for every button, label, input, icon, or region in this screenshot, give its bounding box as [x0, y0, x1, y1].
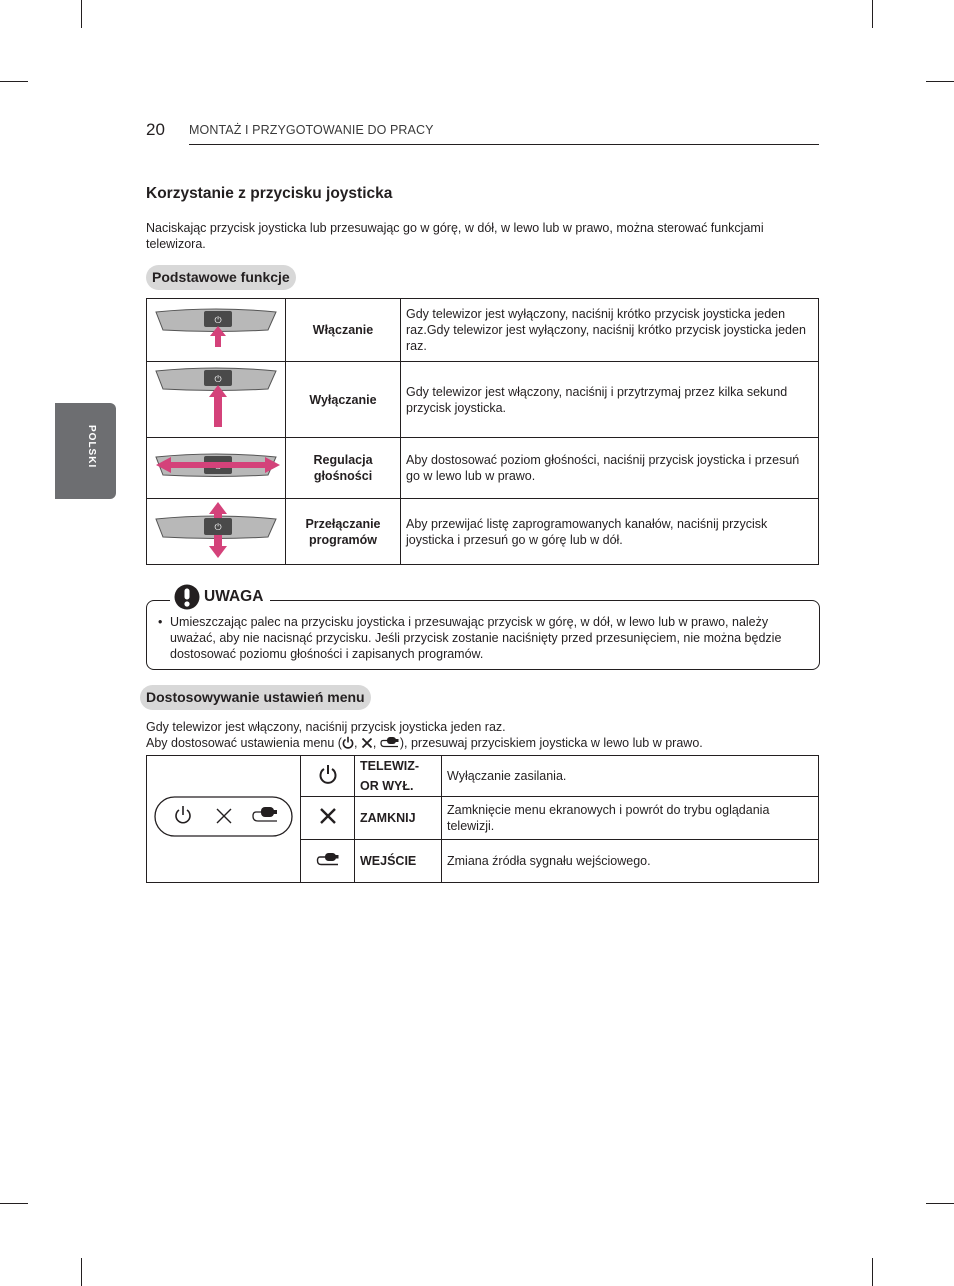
menu-instructions [146, 719, 826, 751]
menu-instructions-line2: Aby dostosować ustawienia menu ( , , ), przesuwaj przyciskiem joysticka w lewo lub w prawo. [146, 736, 703, 750]
menu-panel-icon [154, 794, 294, 840]
function-desc-power-on: Gdy telewizor jest wyłączony, naciśnij krótko przycisk joysticka jeden raz.Gdy telewizor jest wyłączony, naciśnij krótko przycisk joysticka jeden raz. [401, 299, 819, 362]
function-label-volume: Regulacja głośności [286, 438, 401, 499]
input-icon [316, 851, 340, 867]
joystick-hold-illustration [147, 362, 286, 438]
menu-instructions-line1: Gdy telewizor jest włączony, naciśnij przycisk joysticka jeden raz. [146, 720, 506, 734]
function-label-power-on: Włączanie [286, 299, 401, 362]
menu-icon-cell-close [301, 797, 355, 840]
menu-desc-power-off: Wyłączanie zasilania. [442, 756, 819, 797]
power-icon [342, 736, 354, 749]
language-side-tab [55, 403, 116, 499]
bullet-marker: • [158, 615, 163, 629]
page-number: 20 [146, 120, 165, 139]
menu-icon-cell-input [301, 840, 355, 883]
section-title: Korzystanie z przycisku joysticka [146, 185, 393, 202]
note-header [170, 584, 270, 610]
table-row [147, 499, 819, 565]
running-header: MONTAŻ I PRZYGOTOWANIE DO PRACY [189, 123, 434, 137]
warning-icon [174, 584, 200, 610]
note-title: UWAGA [204, 588, 264, 605]
menu-label-input: WEJŚCIE [355, 840, 442, 883]
table-row [147, 438, 819, 499]
joystick-hold-up-icon [151, 365, 281, 431]
table-row [147, 299, 819, 362]
function-desc-programs: Aby przewijać listę zaprogramowanych kanałów, naciśnij przycisk joysticka i przesuń go w górę lub w dół. [401, 499, 819, 565]
note-content [158, 614, 808, 662]
function-desc-power-off: Gdy telewizor jest włączony, naciśnij i przytrzymaj przez kilka sekund przycisk joysticka. [401, 362, 819, 438]
menu-desc-close: Zamknięcie menu ekranowych i powrót do trybu oglądania telewizji. [442, 797, 819, 840]
svg-text:⏻: ⏻ [214, 373, 222, 384]
menu-desc-input: Zmiana źródła sygnału wejściowego. [442, 840, 819, 883]
table-row [147, 362, 819, 438]
svg-text:⏻: ⏻ [214, 315, 222, 325]
table-row [147, 756, 819, 797]
function-label-power-off: Wyłączanie [286, 362, 401, 438]
joystick-left-right-icon [151, 446, 281, 486]
menu-settings-table [146, 755, 819, 883]
close-icon [361, 737, 373, 749]
joystick-left-right-illustration [147, 438, 286, 499]
function-desc-volume: Aby dostosować poziom głośności, naciśnij przycisk joysticka i przesuń go w lewo lub w prawo. [401, 438, 819, 499]
joystick-press-up-icon [151, 303, 281, 353]
menu-icon-cell-power [301, 756, 355, 797]
side-tab-label: POLSKI [86, 425, 97, 469]
joystick-press-illustration [147, 299, 286, 362]
basic-functions-heading: Podstawowe funkcje [146, 265, 296, 290]
joystick-up-down-illustration [147, 499, 286, 565]
joystick-up-down-icon [151, 501, 281, 559]
power-icon [318, 763, 338, 785]
input-icon [380, 736, 400, 749]
menu-label-close: ZAMKNIJ [355, 797, 442, 840]
menu-settings-heading: Dostosowywanie ustawień menu [140, 685, 371, 710]
menu-panel-illustration [147, 756, 301, 883]
function-label-programs: Przełączanie programów [286, 499, 401, 565]
menu-label-power-off: TELEWIZ- OR WYŁ. [355, 756, 442, 797]
header-rule [189, 144, 819, 145]
basic-functions-table [146, 298, 819, 565]
svg-text:⏻: ⏻ [214, 521, 222, 532]
intro-paragraph: Naciskając przycisk joysticka lub przesuwając go w górę, w dół, w lewo lub w prawo, można sterować funkcjami telewizora. [146, 221, 764, 251]
note-text: Umieszczając palec na przycisku joysticka i przesuwając przycisk w górę, w dół, w lewo lub w prawo, należy uważać, aby nie nacisnąć przycisku. Jeśli przycisk zostanie naciśnięty przed przesunięciem, nie można będzie dostosować poziomu głośności i zapisanych programów. [170, 615, 782, 661]
close-icon [319, 807, 337, 825]
